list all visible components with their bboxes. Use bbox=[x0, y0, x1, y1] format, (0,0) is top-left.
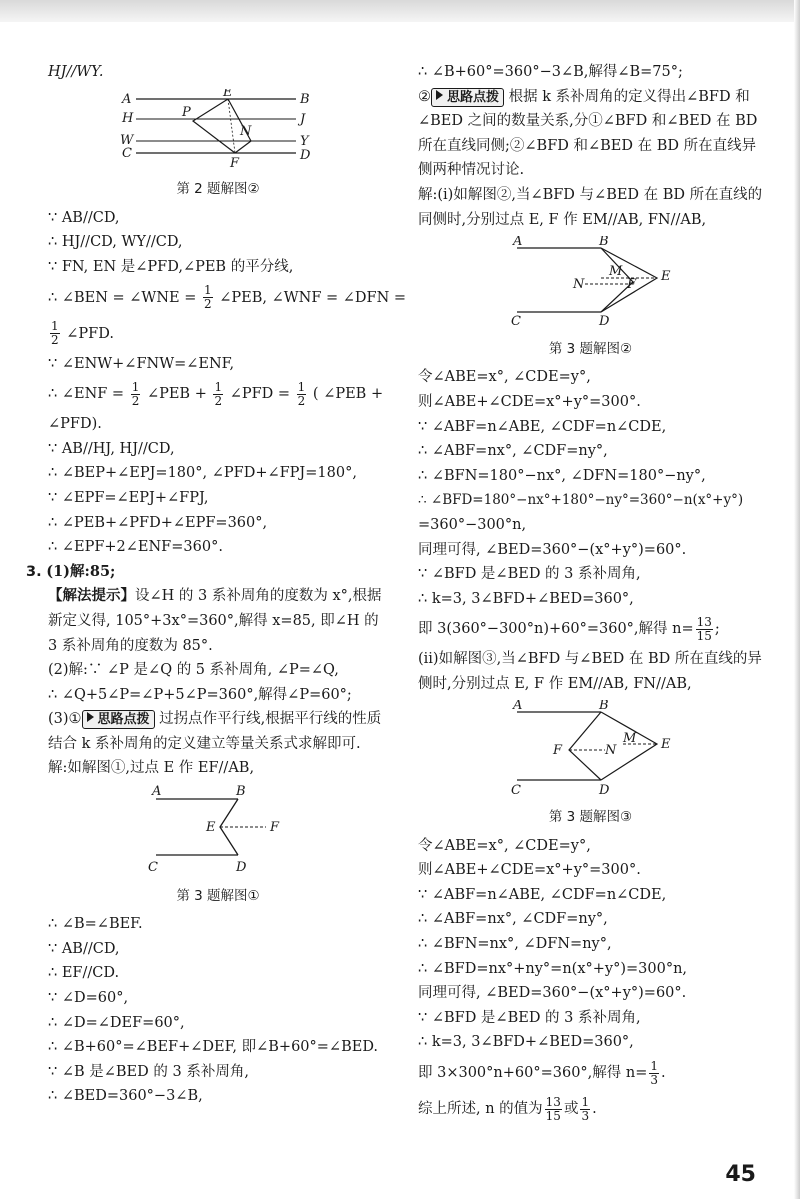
figure-q3-3 bbox=[418, 700, 763, 829]
figure-caption: 第 3 题解图② bbox=[548, 340, 633, 357]
label-N: N bbox=[240, 123, 252, 139]
fraction-denominator: 2 bbox=[51, 333, 59, 348]
text-span: ② bbox=[418, 88, 431, 105]
label-E: E bbox=[660, 269, 670, 285]
page-number: 45 bbox=[725, 1162, 756, 1187]
answer-part-1: (1)解:85; bbox=[46, 562, 116, 580]
text-line: ∴ ∠ABF=nx°, ∠CDF=ny°, bbox=[418, 443, 608, 460]
label-D: D bbox=[300, 147, 311, 163]
text-line: 综上所述, n 的值为 $\frac{13}{15}$ 或 $\frac{1}{3}$ . bbox=[418, 1094, 597, 1123]
fraction bbox=[696, 616, 713, 643]
label-F: F bbox=[270, 820, 280, 836]
label-B: B bbox=[598, 236, 609, 250]
text-line: (2)解:∵ ∠P 是∠Q 的 5 系补周角, ∠P=∠Q, bbox=[48, 662, 339, 679]
label-N: N bbox=[572, 277, 584, 293]
text-line: ∵ ∠ABF=n∠ABE, ∠CDF=n∠CDE, bbox=[418, 886, 667, 903]
label-D: D bbox=[236, 860, 247, 876]
text-line: 则∠ABE+∠CDE=x°+y°=300°. bbox=[418, 393, 641, 410]
text-line: 解:如解图①,过点 E 作 EF//AB, bbox=[48, 760, 255, 777]
label-F: F bbox=[230, 155, 240, 169]
text-line bbox=[48, 376, 388, 412]
text-line: 令∠ABE=x°, ∠CDE=y°, bbox=[418, 837, 591, 854]
label-A: A bbox=[512, 700, 522, 714]
text-line: ∴ ∠ABF=nx°, ∠CDF=ny°, bbox=[418, 911, 608, 928]
text-line: ∴ ∠BFN=nx°, ∠DFN=ny°, bbox=[418, 936, 612, 953]
label-E: E bbox=[223, 88, 233, 100]
left-column bbox=[26, 60, 407, 1109]
label-B: B bbox=[300, 91, 310, 107]
label-Y: Y bbox=[300, 133, 309, 149]
figure-q3-1 bbox=[48, 785, 388, 908]
fraction-numerator: 1 bbox=[203, 283, 212, 298]
fraction bbox=[131, 381, 141, 408]
text-span: ∠PFD = bbox=[229, 386, 291, 403]
label-P: P bbox=[182, 104, 191, 120]
fraction-denominator: 3 bbox=[650, 1072, 659, 1087]
label-E: E bbox=[660, 737, 670, 753]
figure-caption: 第 2 题解图② bbox=[176, 181, 260, 198]
hint-badge bbox=[431, 88, 504, 107]
text-line: ∴ ∠BFN=180°−nx°, ∠DFN=180°−ny°, bbox=[418, 467, 706, 484]
scan-right-edge bbox=[794, 0, 800, 1199]
label-M: M bbox=[622, 731, 636, 747]
label-J: J bbox=[300, 111, 306, 127]
label-D: D bbox=[598, 783, 609, 797]
text-line: ∴ ∠BFD=180°−nx°+180°−ny°=360°−n(x°+y°) bbox=[418, 492, 744, 509]
text-line: 同理可得, ∠BED=360°−(x°+y°)=60°. bbox=[418, 985, 687, 1002]
text-line: ∴ HJ//CD, WY//CD, bbox=[48, 234, 183, 251]
text-line: ∴ ∠B+60°=360°−3∠B,解得∠B=75°; bbox=[418, 64, 683, 80]
fraction-numerator: 1 bbox=[214, 379, 223, 394]
label-M: M bbox=[608, 264, 622, 280]
badge-label: 思路点拨 bbox=[447, 89, 500, 105]
text-span: 或 bbox=[563, 1101, 579, 1117]
hint-paragraph bbox=[418, 85, 763, 183]
label-A: A bbox=[512, 236, 522, 250]
text-span: ∠PFD. bbox=[66, 325, 114, 342]
text-line: ∵ ∠BFD 是∠BED 的 3 系补周角, bbox=[418, 566, 641, 583]
label-C: C bbox=[510, 783, 521, 797]
figure-q3-2 bbox=[418, 236, 763, 361]
fraction-denominator: 15 bbox=[696, 628, 712, 643]
fraction-denominator: 3 bbox=[581, 1108, 590, 1123]
arrow-icon bbox=[87, 712, 94, 722]
figure-caption: 第 3 题解图① bbox=[176, 887, 260, 904]
right-column bbox=[418, 60, 763, 1127]
scan-top-edge bbox=[0, 0, 800, 22]
figure-caption: 第 3 题解图③ bbox=[548, 809, 633, 826]
fraction bbox=[213, 381, 223, 408]
text-line: ∴ ∠PEB+∠PFD+∠EPF=360°, bbox=[48, 514, 268, 531]
hint-text: 过拐点作平行线,根据平行线的性质结合 k 系补周角的定义建立等量关系式求解即可. bbox=[48, 711, 382, 752]
text-line: ∵ ∠D=60°, bbox=[48, 990, 129, 1007]
label-F: F bbox=[626, 277, 636, 293]
text-span: ∴ ∠BEN = ∠WNE = bbox=[48, 289, 197, 306]
text-span: (3)① bbox=[48, 711, 82, 728]
fraction-denominator: 15 bbox=[545, 1108, 561, 1123]
text-span: 即 3(360°−300°n)+60°=360°,解得 n= bbox=[418, 621, 694, 638]
fraction-numerator: 13 bbox=[696, 614, 712, 629]
label-W: W bbox=[120, 132, 134, 148]
text-line: ∵ ∠BFD 是∠BED 的 3 系补周角, bbox=[418, 1009, 641, 1026]
text-line: 即 3×300°n+60°=360°,解得 n= $\frac{1}{3}$ . bbox=[418, 1058, 666, 1087]
text-span: 综上所述, n 的值为 bbox=[418, 1101, 543, 1117]
fraction bbox=[545, 1096, 562, 1123]
text-line: ∠PFD). bbox=[48, 416, 102, 433]
text-line: ∴ ∠D=∠DEF=60°, bbox=[48, 1014, 185, 1031]
text-line: ∴ ∠BED=360°−3∠B, bbox=[48, 1088, 203, 1105]
text-line: ∴ ∠Q+5∠P=∠P+5∠P=360°,解得∠P=60°; bbox=[48, 686, 352, 703]
fraction-numerator: 13 bbox=[545, 1094, 561, 1109]
text-span: ∠PEB, ∠WNF = ∠DFN = bbox=[219, 289, 407, 306]
text-line: ∴ ∠EPF+2∠ENF=360°. bbox=[48, 539, 223, 556]
fraction-numerator: 1 bbox=[51, 319, 59, 334]
fraction-denominator: 2 bbox=[203, 297, 212, 312]
arrow-icon bbox=[436, 90, 443, 100]
text-line: ∴ ∠BFD=nx°+ny°=n(x°+y°)=300°n, bbox=[418, 960, 688, 977]
text-line: ∵ AB//HJ, HJ//CD, bbox=[48, 440, 175, 457]
label-D: D bbox=[598, 314, 609, 329]
text-line: ∴ ∠BEP+∠EPJ=180°, ∠PFD+∠FPJ=180°, bbox=[48, 465, 357, 482]
text-span: ∠PEB + bbox=[146, 386, 207, 403]
tip-text: 设∠H 的 3 系补周角的度数为 x°,根据新定义得, 105°+3x°=360°,解得 x=85, 即∠H 的 3 系补周角的度数为 85°. bbox=[48, 588, 382, 654]
figure-q2-2-diagram bbox=[118, 89, 318, 169]
question-3-header bbox=[26, 560, 388, 585]
fraction-denominator: 2 bbox=[214, 393, 223, 408]
figure-q3-1-diagram bbox=[138, 785, 298, 875]
fraction-denominator: 2 bbox=[297, 393, 306, 408]
text-line: ∵ ∠ABF=n∠ABE, ∠CDF=n∠CDE, bbox=[418, 418, 667, 435]
text-line: ∴ EF//CD. bbox=[48, 965, 120, 982]
fraction bbox=[297, 381, 307, 408]
text-line: ∵ ∠EPF=∠EPJ+∠FPJ, bbox=[48, 489, 209, 506]
hint-text: 根据 k 系补周角的定义得出∠BFD 和∠BED 之间的数量关系,分①∠BFD 和∠BED 在 BD 所在直线同侧;②∠BFD 和∠BED 在 BD 所在直线异侧两种情况讨论. bbox=[418, 88, 758, 179]
fraction-numerator: 1 bbox=[297, 379, 306, 394]
tip-label: 【解法提示】 bbox=[48, 587, 135, 605]
text-span: 即 3×300°n+60°=360°,解得 n= bbox=[418, 1065, 648, 1081]
text-line: ∴ k=3, 3∠BFD+∠BED=360°, bbox=[418, 590, 634, 607]
text-paragraph: (ⅱ)如解图③,当∠BFD 与∠BED 在 BD 所在直线的异侧时,分别过点 E, F 作 EM//AB, FN//AB, bbox=[418, 651, 762, 692]
text-line bbox=[48, 280, 407, 316]
text-line: ∵ FN, EN 是∠PFD,∠PEB 的平分线, bbox=[48, 258, 294, 275]
fraction bbox=[50, 320, 60, 347]
label-A: A bbox=[122, 91, 132, 107]
fraction-numerator: 1 bbox=[650, 1058, 659, 1073]
text-line: =360°−300°n, bbox=[418, 516, 527, 533]
fraction-numerator: 1 bbox=[131, 379, 140, 394]
text-line: 同理可得, ∠BED=360°−(x°+y°)=60°. bbox=[418, 541, 687, 558]
fraction bbox=[580, 1096, 590, 1123]
hint-paragraph bbox=[48, 707, 388, 756]
text-line bbox=[48, 316, 388, 352]
label-A: A bbox=[152, 785, 162, 800]
figure-q3-3-diagram bbox=[501, 700, 681, 796]
text-span: ∴ ∠ENF = bbox=[48, 386, 125, 403]
fraction bbox=[203, 284, 213, 311]
label-H: H bbox=[122, 110, 134, 126]
text-line: ∵ AB//CD, bbox=[48, 209, 120, 226]
label-B: B bbox=[598, 700, 609, 714]
label-F: F bbox=[552, 743, 562, 759]
text-span: ( ∠PEB + bbox=[312, 386, 384, 403]
figure-q2-2 bbox=[48, 89, 388, 202]
text-line: 则∠ABE+∠CDE=x°+y°=300°. bbox=[418, 862, 641, 879]
hint-badge bbox=[82, 710, 155, 729]
text-line: ∵ ∠ENW+∠FNW=∠ENF, bbox=[48, 355, 235, 372]
label-B: B bbox=[236, 785, 246, 800]
text-line: HJ//WY. bbox=[48, 64, 104, 80]
solution-tip bbox=[48, 584, 388, 658]
fraction bbox=[649, 1060, 659, 1087]
text-line: ∵ AB//CD, bbox=[48, 940, 120, 957]
fraction-numerator: 1 bbox=[581, 1094, 590, 1109]
question-number: 3. bbox=[26, 563, 42, 580]
figure-q3-2-diagram bbox=[501, 236, 681, 328]
text-line: ∴ k=3, 3∠BFD+∠BED=360°, bbox=[418, 1034, 634, 1051]
label-N: N bbox=[604, 743, 616, 759]
text-line: ∵ ∠B 是∠BED 的 3 系补周角, bbox=[48, 1063, 249, 1080]
label-C: C bbox=[122, 145, 132, 161]
label-E: E bbox=[206, 820, 216, 836]
text-paragraph: 解:(ⅰ)如解图②,当∠BFD 与∠BED 在 BD 所在直线的同侧时,分别过点 E, F 作 EM//AB, FN//AB, bbox=[418, 186, 763, 228]
text-line: ∴ ∠B+60°=∠BEF+∠DEF, 即∠B+60°=∠BED. bbox=[48, 1039, 379, 1056]
text-line: ∴ ∠B=∠BEF. bbox=[48, 916, 143, 933]
fraction-denominator: 2 bbox=[131, 393, 140, 408]
badge-label: 思路点拨 bbox=[97, 712, 150, 728]
text-line: 令∠ABE=x°, ∠CDE=y°, bbox=[418, 369, 591, 386]
label-C: C bbox=[510, 314, 521, 329]
text-line: 即 3(360°−300°n)+60°=360°,解得 n= $\frac{13}{15}$ ; bbox=[418, 614, 720, 643]
label-C: C bbox=[148, 860, 158, 876]
